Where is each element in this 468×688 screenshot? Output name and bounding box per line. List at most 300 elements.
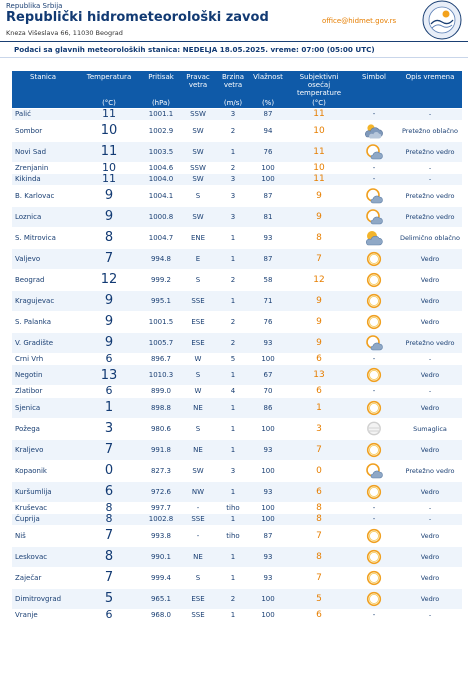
wind-speed-value: 1 bbox=[218, 365, 248, 385]
temperature-value: 6 bbox=[74, 386, 144, 397]
weather-symbol: - bbox=[350, 174, 398, 185]
wind-speed-value: 1 bbox=[218, 568, 248, 588]
sun-icon bbox=[364, 250, 384, 268]
station-name: Negotin bbox=[12, 365, 74, 385]
humidity-value: 86 bbox=[248, 398, 288, 418]
weather-symbol bbox=[350, 333, 398, 353]
pressure-value: 1001.5 bbox=[144, 312, 178, 332]
wind-direction-value: ESE bbox=[178, 312, 218, 332]
weather-description: Pretežno vedro bbox=[398, 207, 462, 227]
table-row bbox=[12, 482, 462, 502]
station-name: Kopaonik bbox=[12, 461, 74, 481]
pressure-value: 995.1 bbox=[144, 291, 178, 311]
sun-icon bbox=[364, 569, 384, 587]
table-row bbox=[12, 589, 462, 609]
wind-speed-value: 1 bbox=[218, 514, 248, 525]
email-link[interactable]: office@hidmet.gov.rs bbox=[322, 17, 397, 25]
feels-like-value: 0 bbox=[288, 461, 350, 481]
wind-speed-value: 2 bbox=[218, 312, 248, 332]
feels-like-value: 7 bbox=[288, 568, 350, 588]
station-name: Kruševac bbox=[12, 503, 74, 514]
table-row bbox=[12, 207, 462, 227]
pressure-value: 980.6 bbox=[144, 419, 178, 439]
humidity-value: 67 bbox=[248, 365, 288, 385]
wind-direction-value: S bbox=[178, 365, 218, 385]
col-temperature: Temperatura (°C) bbox=[74, 71, 144, 108]
wind-direction-value: S bbox=[178, 568, 218, 588]
weather-symbol: - bbox=[350, 503, 398, 514]
humidity-value: 70 bbox=[248, 386, 288, 397]
wind-speed-value: 4 bbox=[218, 386, 248, 397]
weather-symbol: - bbox=[350, 514, 398, 525]
feels-like-value: 8 bbox=[288, 547, 350, 567]
organization-address: Kneza Višeslava 66, 11030 Beograd bbox=[6, 29, 123, 37]
pressure-value: 1002.9 bbox=[144, 121, 178, 141]
cloudy-icon bbox=[364, 122, 384, 140]
table-row bbox=[12, 142, 462, 162]
pressure-value: 1000.8 bbox=[144, 207, 178, 227]
wind-direction-value: W bbox=[178, 354, 218, 365]
weather-symbol: - bbox=[350, 354, 398, 365]
station-name: Sombor bbox=[12, 121, 74, 141]
feels-like-value: 6 bbox=[288, 610, 350, 621]
weather-symbol bbox=[350, 547, 398, 567]
table-row bbox=[12, 249, 462, 269]
wind-direction-value: NW bbox=[178, 482, 218, 502]
feels-like-value: 11 bbox=[288, 174, 350, 185]
temperature-value: 8 bbox=[74, 503, 144, 514]
weather-description: Pretežno vedro bbox=[398, 142, 462, 162]
temperature-value: 7 bbox=[74, 568, 144, 588]
weather-description: Vedro bbox=[398, 526, 462, 546]
wind-speed-value: 3 bbox=[218, 174, 248, 185]
feels-like-value: 9 bbox=[288, 291, 350, 311]
pressure-value: 1005.7 bbox=[144, 333, 178, 353]
station-name: Kragujevac bbox=[12, 291, 74, 311]
table-row bbox=[12, 365, 462, 385]
weather-symbol bbox=[350, 228, 398, 248]
humidity-value: 100 bbox=[248, 174, 288, 185]
sun-icon bbox=[364, 313, 384, 331]
temperature-value: 5 bbox=[74, 589, 144, 609]
station-name: V. Gradište bbox=[12, 333, 74, 353]
humidity-value: 58 bbox=[248, 270, 288, 290]
weather-description: Vedro bbox=[398, 365, 462, 385]
weather-description: Delimično oblačno bbox=[398, 228, 462, 248]
pressure-value: 896.7 bbox=[144, 354, 178, 365]
humidity-value: 76 bbox=[248, 142, 288, 162]
humidity-value: 100 bbox=[248, 589, 288, 609]
pressure-value: 1004.7 bbox=[144, 228, 178, 248]
feels-like-value: 6 bbox=[288, 386, 350, 397]
sun-icon bbox=[364, 548, 384, 566]
wind-direction-value: SSW bbox=[178, 109, 218, 120]
weather-description: Vedro bbox=[398, 270, 462, 290]
wind-direction-value: W bbox=[178, 386, 218, 397]
temperature-value: 7 bbox=[74, 526, 144, 546]
weather-symbol bbox=[350, 568, 398, 588]
col-symbol: Simbol bbox=[350, 71, 398, 108]
pressure-value: 899.0 bbox=[144, 386, 178, 397]
humidity-value: 87 bbox=[248, 109, 288, 120]
pressure-value: 898.8 bbox=[144, 398, 178, 418]
feels-like-value: 5 bbox=[288, 589, 350, 609]
weather-description: Sumaglica bbox=[398, 419, 462, 439]
sun-icon bbox=[364, 366, 384, 384]
temperature-value: 0 bbox=[74, 461, 144, 481]
republic-label: Republika Srbija bbox=[6, 2, 63, 10]
wind-speed-value: 5 bbox=[218, 354, 248, 365]
feels-like-value: 8 bbox=[288, 228, 350, 248]
wind-speed-value: 2 bbox=[218, 121, 248, 141]
wind-direction-value: ESE bbox=[178, 589, 218, 609]
station-name: Vranje bbox=[12, 610, 74, 621]
table-row bbox=[12, 398, 462, 418]
feels-like-value: 9 bbox=[288, 207, 350, 227]
wind-speed-value: tiho bbox=[218, 526, 248, 546]
wind-direction-value: S bbox=[178, 270, 218, 290]
sun-cloud-icon bbox=[364, 187, 384, 205]
wind-direction-value: SW bbox=[178, 461, 218, 481]
temperature-value: 13 bbox=[74, 365, 144, 385]
table-row bbox=[12, 386, 462, 397]
temperature-value: 3 bbox=[74, 419, 144, 439]
weather-description: Vedro bbox=[398, 249, 462, 269]
weather-symbol bbox=[350, 207, 398, 227]
table-row bbox=[12, 547, 462, 567]
humidity-value: 71 bbox=[248, 291, 288, 311]
weather-description: Vedro bbox=[398, 482, 462, 502]
weather-symbol bbox=[350, 186, 398, 206]
col-feels-like: Subjektivni osećaj temperature (°C) bbox=[288, 71, 350, 108]
pressure-value: 827.3 bbox=[144, 461, 178, 481]
temperature-value: 9 bbox=[74, 291, 144, 311]
sun-cloud-icon bbox=[364, 208, 384, 226]
humidity-value: 87 bbox=[248, 186, 288, 206]
temperature-value: 11 bbox=[74, 142, 144, 162]
station-name: S. Mitrovica bbox=[12, 228, 74, 248]
wind-direction-value: SSE bbox=[178, 610, 218, 621]
pressure-value: 965.1 bbox=[144, 589, 178, 609]
humidity-value: 100 bbox=[248, 354, 288, 365]
station-name: B. Karlovac bbox=[12, 186, 74, 206]
wind-direction-value: S bbox=[178, 186, 218, 206]
wind-direction-value: NE bbox=[178, 440, 218, 460]
sun-icon bbox=[364, 399, 384, 417]
col-description: Opis vremena bbox=[398, 71, 462, 108]
stations-table bbox=[12, 70, 462, 621]
sun-icon bbox=[364, 483, 384, 501]
feels-like-value: 6 bbox=[288, 482, 350, 502]
wind-speed-value: 1 bbox=[218, 440, 248, 460]
table-row bbox=[12, 163, 462, 174]
temperature-value: 9 bbox=[74, 186, 144, 206]
col-wind-speed: Brzina vetra (m/s) bbox=[218, 71, 248, 108]
weather-description: - bbox=[398, 386, 462, 397]
pressure-value: 991.8 bbox=[144, 440, 178, 460]
wind-direction-value: SW bbox=[178, 207, 218, 227]
humidity-value: 100 bbox=[248, 610, 288, 621]
weather-symbol bbox=[350, 526, 398, 546]
feels-like-value: 11 bbox=[288, 109, 350, 120]
humidity-value: 93 bbox=[248, 482, 288, 502]
table-row bbox=[12, 526, 462, 546]
wind-direction-value: - bbox=[178, 503, 218, 514]
sun-icon bbox=[364, 527, 384, 545]
humidity-value: 100 bbox=[248, 461, 288, 481]
fog-icon bbox=[364, 420, 384, 438]
station-name: Kuršumlija bbox=[12, 482, 74, 502]
humidity-value: 81 bbox=[248, 207, 288, 227]
pressure-value: 1004.1 bbox=[144, 186, 178, 206]
wind-direction-value: ENE bbox=[178, 228, 218, 248]
weather-description: Pretežno oblačno bbox=[398, 121, 462, 141]
wind-direction-value: ESE bbox=[178, 333, 218, 353]
sun-cloud-icon bbox=[364, 462, 384, 480]
weather-description: Vedro bbox=[398, 589, 462, 609]
weather-symbol bbox=[350, 291, 398, 311]
temperature-value: 9 bbox=[74, 312, 144, 332]
header-divider bbox=[0, 41, 468, 42]
weather-symbol bbox=[350, 312, 398, 332]
humidity-value: 100 bbox=[248, 163, 288, 174]
pressure-value: 997.7 bbox=[144, 503, 178, 514]
feels-like-value: 7 bbox=[288, 440, 350, 460]
wind-speed-value: 1 bbox=[218, 419, 248, 439]
weather-description: Vedro bbox=[398, 568, 462, 588]
feels-like-value: 9 bbox=[288, 333, 350, 353]
weather-description: - bbox=[398, 163, 462, 174]
humidity-value: 93 bbox=[248, 228, 288, 248]
table-row bbox=[12, 186, 462, 206]
wind-speed-value: 2 bbox=[218, 270, 248, 290]
table-row bbox=[12, 610, 462, 621]
temperature-value: 9 bbox=[74, 333, 144, 353]
partly-cloudy-icon bbox=[364, 229, 384, 247]
sun-icon bbox=[364, 441, 384, 459]
wind-direction-value: S bbox=[178, 419, 218, 439]
station-name: Palić bbox=[12, 109, 74, 120]
station-name: Zrenjanin bbox=[12, 163, 74, 174]
humidity-value: 100 bbox=[248, 503, 288, 514]
pressure-value: 1004.0 bbox=[144, 174, 178, 185]
humidity-value: 93 bbox=[248, 547, 288, 567]
wind-speed-value: 2 bbox=[218, 589, 248, 609]
table-row bbox=[12, 568, 462, 588]
station-name: Beograd bbox=[12, 270, 74, 290]
wind-speed-value: 3 bbox=[218, 461, 248, 481]
weather-symbol bbox=[350, 440, 398, 460]
wind-direction-value: SW bbox=[178, 142, 218, 162]
station-name: Ćuprija bbox=[12, 514, 74, 525]
wind-direction-value: NE bbox=[178, 547, 218, 567]
feels-like-value: 13 bbox=[288, 365, 350, 385]
weather-description: Vedro bbox=[398, 312, 462, 332]
temperature-value: 7 bbox=[74, 440, 144, 460]
feels-like-value: 6 bbox=[288, 354, 350, 365]
table-row bbox=[12, 419, 462, 439]
feels-like-value: 9 bbox=[288, 312, 350, 332]
station-name: S. Palanka bbox=[12, 312, 74, 332]
wind-speed-value: 3 bbox=[218, 207, 248, 227]
weather-description: - bbox=[398, 610, 462, 621]
weather-description: Vedro bbox=[398, 291, 462, 311]
station-name: Požega bbox=[12, 419, 74, 439]
sun-icon bbox=[364, 292, 384, 310]
wind-speed-value: 2 bbox=[218, 163, 248, 174]
col-pressure: Pritisak (hPa) bbox=[144, 71, 178, 108]
table-header-row bbox=[12, 71, 462, 108]
feels-like-value: 11 bbox=[288, 142, 350, 162]
wind-speed-value: 1 bbox=[218, 482, 248, 502]
weather-description: - bbox=[398, 354, 462, 365]
weather-symbol: - bbox=[350, 610, 398, 621]
pressure-value: 993.8 bbox=[144, 526, 178, 546]
weather-description: - bbox=[398, 514, 462, 525]
sun-cloud-icon bbox=[364, 334, 384, 352]
humidity-value: 76 bbox=[248, 312, 288, 332]
table-row bbox=[12, 121, 462, 141]
sun-cloud-icon bbox=[364, 143, 384, 161]
temperature-value: 11 bbox=[74, 109, 144, 120]
station-name: Loznica bbox=[12, 207, 74, 227]
temperature-value: 9 bbox=[74, 207, 144, 227]
col-humidity: Vlažnost (%) bbox=[248, 71, 288, 108]
wind-direction-value: SSW bbox=[178, 163, 218, 174]
table-row bbox=[12, 503, 462, 514]
table-row bbox=[12, 109, 462, 120]
station-name: Kraljevo bbox=[12, 440, 74, 460]
rhmz-logo-icon bbox=[422, 0, 462, 40]
pressure-value: 999.2 bbox=[144, 270, 178, 290]
temperature-value: 6 bbox=[74, 482, 144, 502]
wind-speed-value: 3 bbox=[218, 186, 248, 206]
table-row bbox=[12, 228, 462, 248]
feels-like-value: 12 bbox=[288, 270, 350, 290]
weather-description: Vedro bbox=[398, 398, 462, 418]
temperature-value: 10 bbox=[74, 121, 144, 141]
pressure-value: 972.6 bbox=[144, 482, 178, 502]
wind-direction-value: SSE bbox=[178, 514, 218, 525]
weather-symbol bbox=[350, 249, 398, 269]
weather-symbol bbox=[350, 398, 398, 418]
weather-symbol bbox=[350, 589, 398, 609]
weather-description: - bbox=[398, 503, 462, 514]
wind-speed-value: 3 bbox=[218, 109, 248, 120]
feels-like-value: 3 bbox=[288, 419, 350, 439]
col-wind-direction: Pravac vetra bbox=[178, 71, 218, 108]
weather-symbol bbox=[350, 482, 398, 502]
page-header bbox=[0, 0, 468, 40]
organization-title: Republički hidrometeorološki zavod bbox=[6, 10, 269, 25]
temperature-value: 6 bbox=[74, 354, 144, 365]
weather-symbol bbox=[350, 121, 398, 141]
wind-speed-value: tiho bbox=[218, 503, 248, 514]
humidity-value: 87 bbox=[248, 526, 288, 546]
weather-symbol bbox=[350, 461, 398, 481]
wind-speed-value: 1 bbox=[218, 610, 248, 621]
weather-symbol bbox=[350, 270, 398, 290]
wind-speed-value: 1 bbox=[218, 142, 248, 162]
temperature-value: 1 bbox=[74, 398, 144, 418]
wind-direction-value: SW bbox=[178, 174, 218, 185]
feels-like-value: 10 bbox=[288, 121, 350, 141]
feels-like-value: 8 bbox=[288, 503, 350, 514]
station-name: Novi Sad bbox=[12, 142, 74, 162]
pressure-value: 990.1 bbox=[144, 547, 178, 567]
station-name: Valjevo bbox=[12, 249, 74, 269]
weather-symbol: - bbox=[350, 386, 398, 397]
station-name: Leskovac bbox=[12, 547, 74, 567]
pressure-value: 968.0 bbox=[144, 610, 178, 621]
table-row bbox=[12, 354, 462, 365]
sun-icon bbox=[364, 590, 384, 608]
wind-direction-value: SSE bbox=[178, 291, 218, 311]
table-row bbox=[12, 333, 462, 353]
pressure-value: 1002.8 bbox=[144, 514, 178, 525]
table-row bbox=[12, 312, 462, 332]
table-row bbox=[12, 514, 462, 525]
weather-symbol: - bbox=[350, 163, 398, 174]
feels-like-value: 7 bbox=[288, 526, 350, 546]
wind-speed-value: 1 bbox=[218, 398, 248, 418]
table-row bbox=[12, 270, 462, 290]
humidity-value: 100 bbox=[248, 419, 288, 439]
weather-description: Vedro bbox=[398, 440, 462, 460]
temperature-value: 10 bbox=[74, 163, 144, 174]
station-name: Sjenica bbox=[12, 398, 74, 418]
temperature-value: 8 bbox=[74, 228, 144, 248]
weather-symbol bbox=[350, 142, 398, 162]
table-row bbox=[12, 440, 462, 460]
temperature-value: 11 bbox=[74, 174, 144, 185]
feels-like-value: 1 bbox=[288, 398, 350, 418]
feels-like-value: 7 bbox=[288, 249, 350, 269]
temperature-value: 12 bbox=[74, 270, 144, 290]
pressure-value: 1003.5 bbox=[144, 142, 178, 162]
col-station: Stanica bbox=[12, 71, 74, 108]
humidity-value: 93 bbox=[248, 440, 288, 460]
weather-description: Vedro bbox=[398, 547, 462, 567]
humidity-value: 100 bbox=[248, 514, 288, 525]
weather-description: Pretežno vedro bbox=[398, 333, 462, 353]
weather-symbol bbox=[350, 365, 398, 385]
sun-icon bbox=[364, 271, 384, 289]
humidity-value: 93 bbox=[248, 333, 288, 353]
temperature-value: 7 bbox=[74, 249, 144, 269]
wind-speed-value: 1 bbox=[218, 228, 248, 248]
table-row bbox=[12, 291, 462, 311]
pressure-value: 1010.3 bbox=[144, 365, 178, 385]
wind-direction-value: SW bbox=[178, 121, 218, 141]
station-name: Niš bbox=[12, 526, 74, 546]
wind-speed-value: 2 bbox=[218, 333, 248, 353]
temperature-value: 8 bbox=[74, 514, 144, 525]
weather-description: - bbox=[398, 109, 462, 120]
wind-speed-value: 1 bbox=[218, 291, 248, 311]
temperature-value: 6 bbox=[74, 610, 144, 621]
humidity-value: 87 bbox=[248, 249, 288, 269]
wind-speed-value: 1 bbox=[218, 249, 248, 269]
humidity-value: 94 bbox=[248, 121, 288, 141]
humidity-value: 93 bbox=[248, 568, 288, 588]
station-name: Kikinda bbox=[12, 174, 74, 185]
station-name: Crni Vrh bbox=[12, 354, 74, 365]
temperature-value: 8 bbox=[74, 547, 144, 567]
subtitle-divider bbox=[0, 57, 468, 58]
feels-like-value: 8 bbox=[288, 514, 350, 525]
pressure-value: 1001.1 bbox=[144, 109, 178, 120]
